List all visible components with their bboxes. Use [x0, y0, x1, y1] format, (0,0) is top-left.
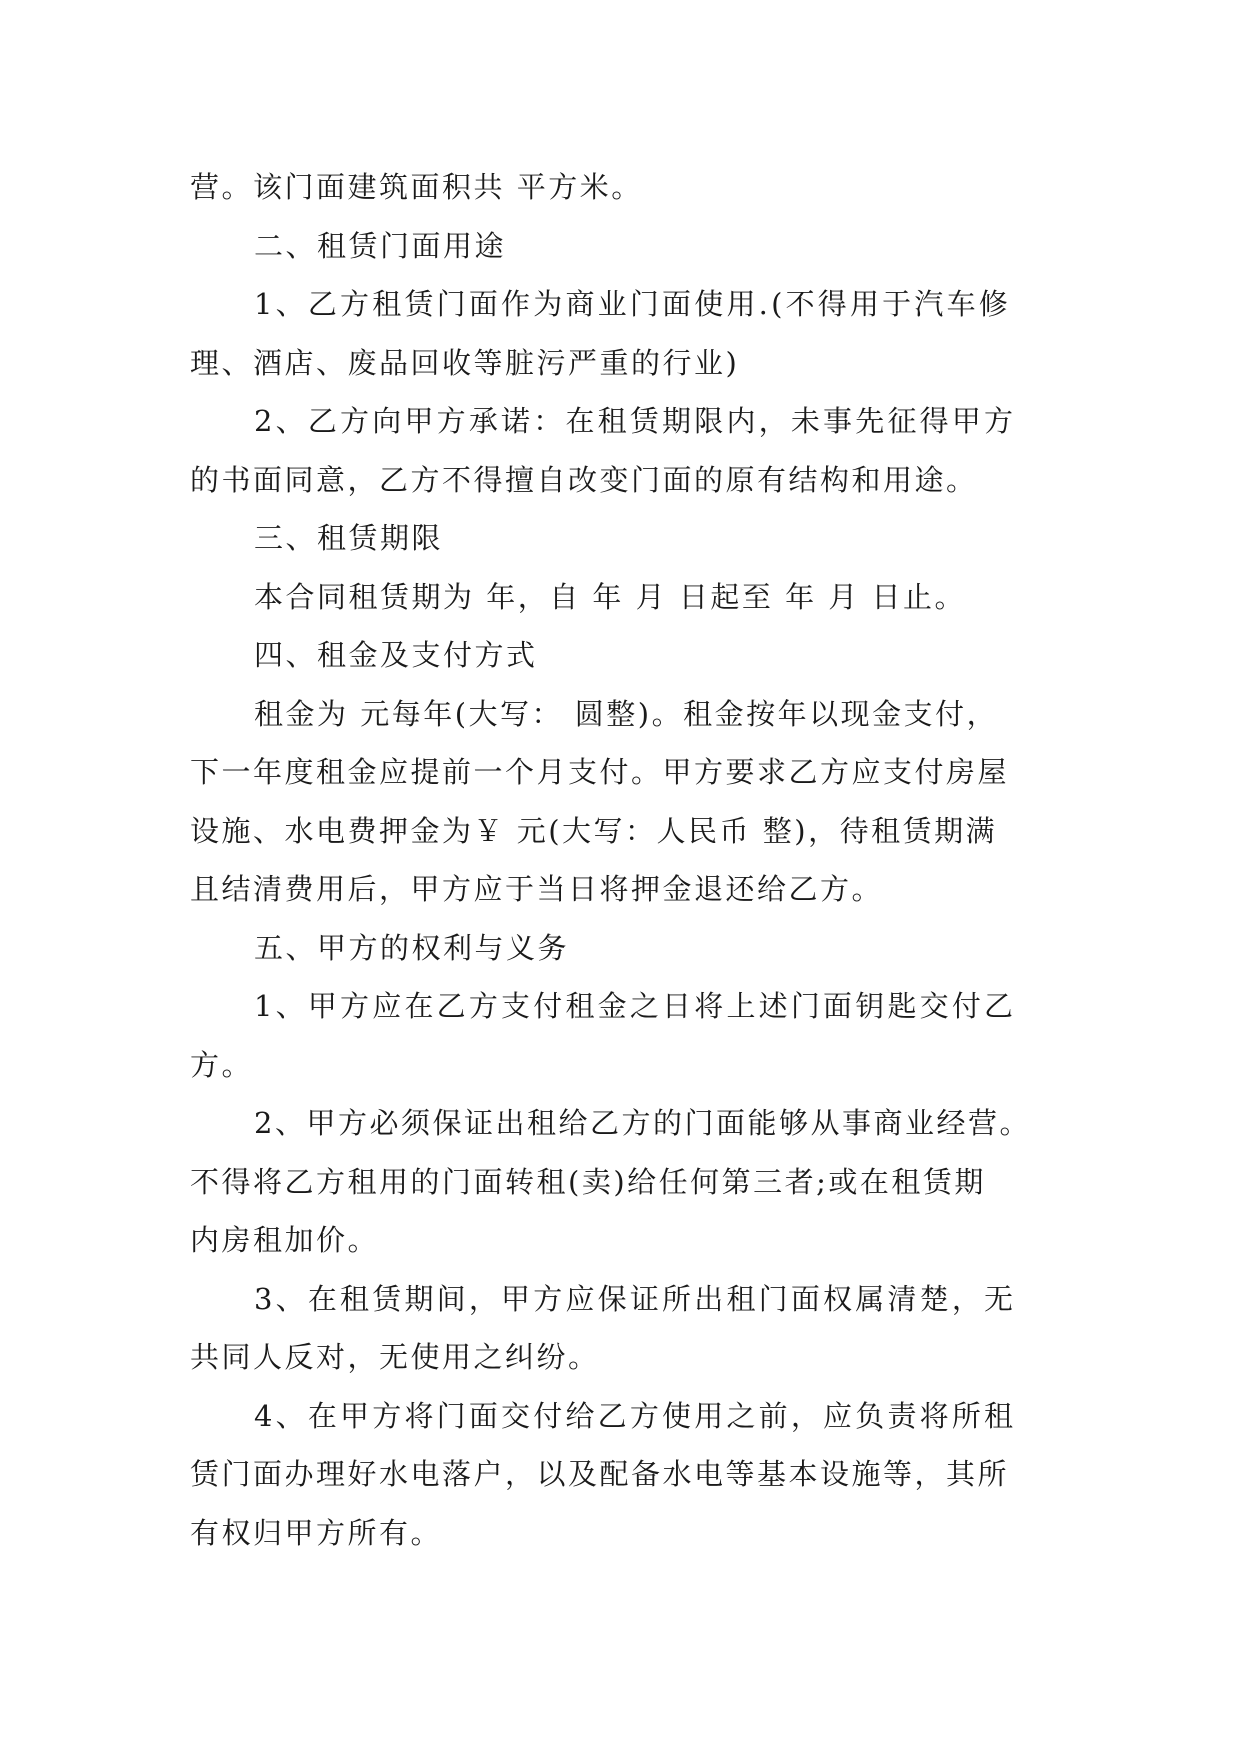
- paragraph-line: 有权归甲方所有。: [190, 1515, 443, 1550]
- section-heading-rent: 四、租金及支付方式: [254, 638, 538, 672]
- section-heading-usage: 二、租赁门面用途: [254, 228, 507, 263]
- paragraph-line: 的书面同意，乙方不得擅自改变门面的原有结构和用途。: [190, 462, 978, 497]
- paragraph-line: 且结清费用后，甲方应于当日将押金退还给乙方。: [190, 872, 884, 906]
- section-heading-lessor-rights: 五、甲方的权利与义务: [254, 930, 570, 965]
- paragraph-line: 方。: [190, 1047, 254, 1082]
- paragraph-line: 1、甲方应在乙方支付租金之日将上述门面钥匙交付乙: [254, 989, 1017, 1023]
- paragraph-line: 2、甲方必须保证出租给乙方的门面能够从事商业经营。: [254, 1106, 1031, 1140]
- paragraph-line: 共同人反对，无使用之纠纷。: [190, 1340, 600, 1374]
- paragraph-line: 理、酒店、废品回收等脏污严重的行业): [190, 345, 740, 380]
- paragraph-line: 赁门面办理好水电落户，以及配备水电等基本设施等，其所: [190, 1457, 1010, 1491]
- paragraph-line: 本合同租赁期为 年，自 年 月 日起至 年 月 日止。: [254, 579, 967, 614]
- paragraph-line: 1、乙方租赁门面作为商业门面使用.(不得用于汽车修: [254, 287, 1011, 321]
- paragraph-line: 营。该门面建筑面积共 平方米。: [190, 170, 643, 204]
- contract-body: [190, 158, 1070, 1562]
- paragraph-line: 设施、水电费押金为￥ 元(大写：人民币 整)，待租赁期满: [190, 813, 998, 848]
- paragraph-line: 内房租加价。: [190, 1223, 380, 1257]
- paragraph-line: 2、乙方向甲方承诺：在租赁期限内，未事先征得甲方: [254, 404, 1017, 438]
- paragraph-line: 3、在租赁期间，甲方应保证所出租门面权属清楚，无: [254, 1281, 1017, 1316]
- paragraph-line: 下一年度租金应提前一个月支付。甲方要求乙方应支付房屋: [190, 755, 1010, 789]
- paragraph-line: 不得将乙方租用的门面转租(卖)给任何第三者;或在租赁期: [190, 1164, 986, 1199]
- paragraph-line: 4、在甲方将门面交付给乙方使用之前，应负责将所租: [254, 1398, 1017, 1433]
- paragraph-line: 租金为 元每年(大写： 圆整)。租金按年以现金支付，: [254, 696, 999, 731]
- section-heading-term: 三、租赁期限: [254, 521, 444, 555]
